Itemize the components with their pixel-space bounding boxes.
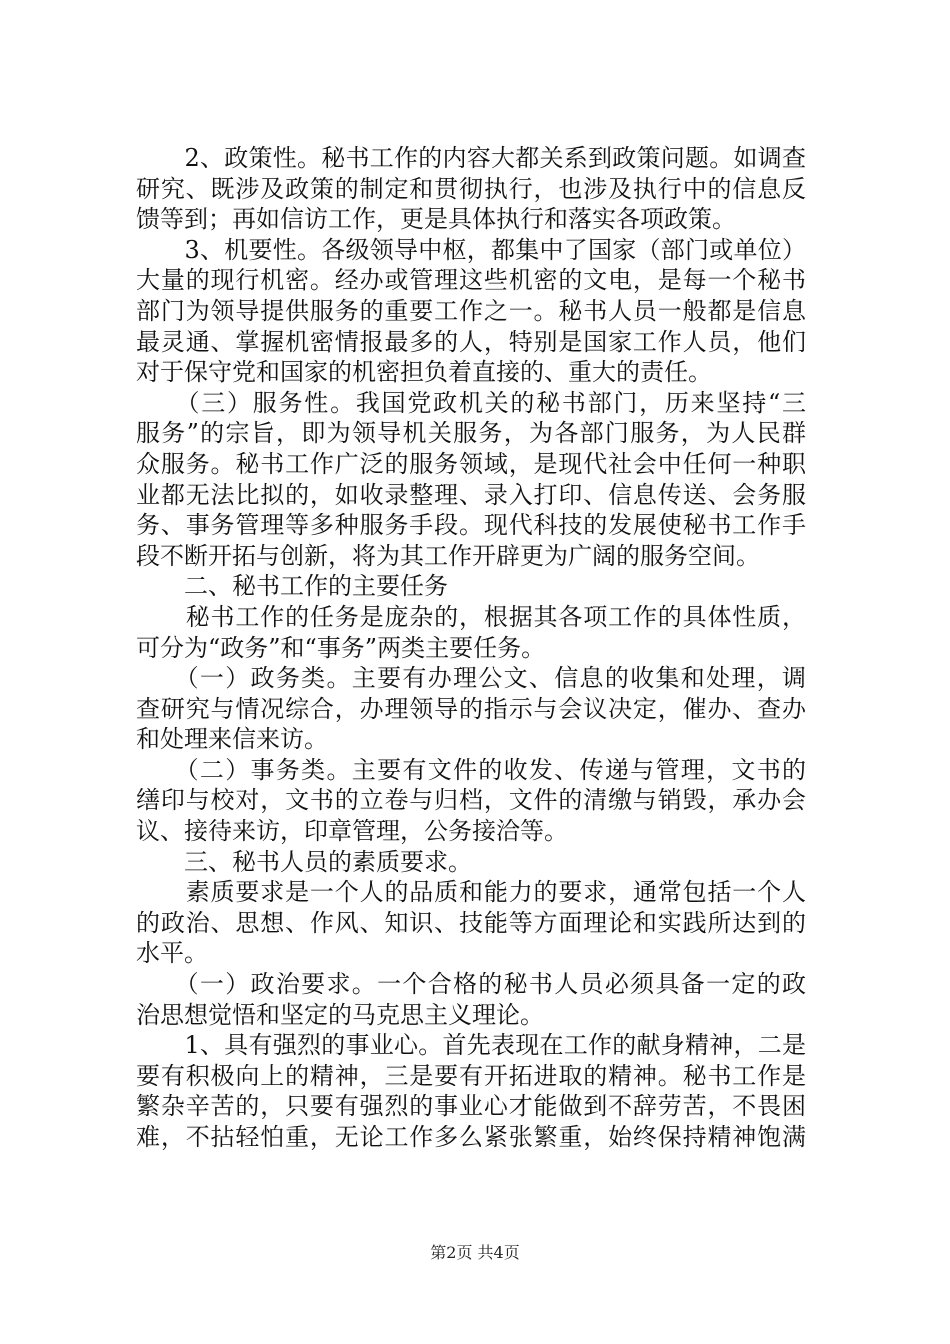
text-line: 繁杂辛苦的，只要有强烈的事业心才能做到不辞劳苦，不畏困 — [136, 1092, 806, 1121]
text-line: 对于保守党和国家的机密担负着直接的、重大的责任。 — [136, 358, 712, 387]
text-line: 研究、既涉及政策的制定和贯彻执行，也涉及执行中的信息反 — [136, 174, 806, 203]
text-line: 馈等到；再如信访工作，更是具体执行和落实各项政策。 — [136, 205, 736, 234]
text-line: 治思想觉悟和坚定的马克思主义理论。 — [136, 1000, 544, 1029]
text-line: 业都无法比拟的，如收录整理、录入打印、信息传送、会务服 — [136, 480, 806, 509]
text-line: （一）政治要求。一个合格的秘书人员必须具备一定的政 — [136, 970, 806, 999]
text-line: 二、秘书工作的主要任务 — [136, 572, 448, 601]
text-line: 服务”的宗旨，即为领导机关服务，为各部门服务，为人民群 — [136, 419, 806, 448]
text-line: 部门为领导提供服务的重要工作之一。秘书人员一般都是信息 — [136, 296, 806, 325]
text-line: 众服务。秘书工作广泛的服务领域，是现代社会中任何一种职 — [136, 449, 806, 478]
text-line: 2、政策性。秘书工作的内容大都关系到政策问题。如调查 — [136, 144, 806, 172]
text-line: （一）政务类。主要有办理公文、信息的收集和处理，调 — [136, 664, 806, 693]
text-line: 3、机要性。各级领导中枢，都集中了国家（部门或单位） — [136, 235, 806, 264]
text-line: 素质要求是一个人的品质和能力的要求，通常包括一个人 — [136, 878, 806, 907]
text-line: 要有积极向上的精神，三是要有开拓进取的精神。秘书工作是 — [136, 1061, 806, 1090]
text-line: 的政治、思想、作风、知识、技能等方面理论和实践所达到的 — [136, 908, 806, 937]
text-line: 水平。 — [136, 939, 208, 968]
page-footer: 第2页 共4页 — [430, 1243, 520, 1262]
text-line: 最灵通、掌握机密情报最多的人，特别是国家工作人员，他们 — [136, 327, 806, 356]
text-line: 秘书工作的任务是庞杂的，根据其各项工作的具体性质， — [136, 602, 806, 631]
text-line: 段不断开拓与创新，将为其工作开辟更为广阔的服务空间。 — [136, 541, 760, 570]
text-line: 大量的现行机密。经办或管理这些机密的文电，是每一个秘书 — [136, 266, 806, 295]
text-line: 和处理来信来访。 — [136, 725, 328, 754]
text-line: 缮印与校对，文书的立卷与归档，文件的清缴与销毁，承办会 — [136, 786, 806, 815]
text-line: 1、具有强烈的事业心。首先表现在工作的献身精神，二是 — [136, 1031, 806, 1060]
text-line: 务、事务管理等多种服务手段。现代科技的发展使秘书工作手 — [136, 511, 806, 540]
text-line: 难，不拈轻怕重，无论工作多么紧张繁重，始终保持精神饱满 — [136, 1123, 806, 1151]
text-line: （二）事务类。主要有文件的收发、传递与管理，文书的 — [136, 755, 806, 784]
document-body — [136, 143, 806, 1153]
text-line: 三、秘书人员的素质要求。 — [136, 847, 472, 876]
text-line: 可分为“政务”和“事务”两类主要任务。 — [136, 633, 546, 662]
text-line: （三）服务性。我国党政机关的秘书部门，历来坚持“三 — [136, 388, 806, 417]
text-line: 查研究与情况综合，办理领导的指示与会议决定，催办、查办 — [136, 694, 806, 723]
text-line: 议、接待来访，印章管理，公务接洽等。 — [136, 817, 568, 846]
